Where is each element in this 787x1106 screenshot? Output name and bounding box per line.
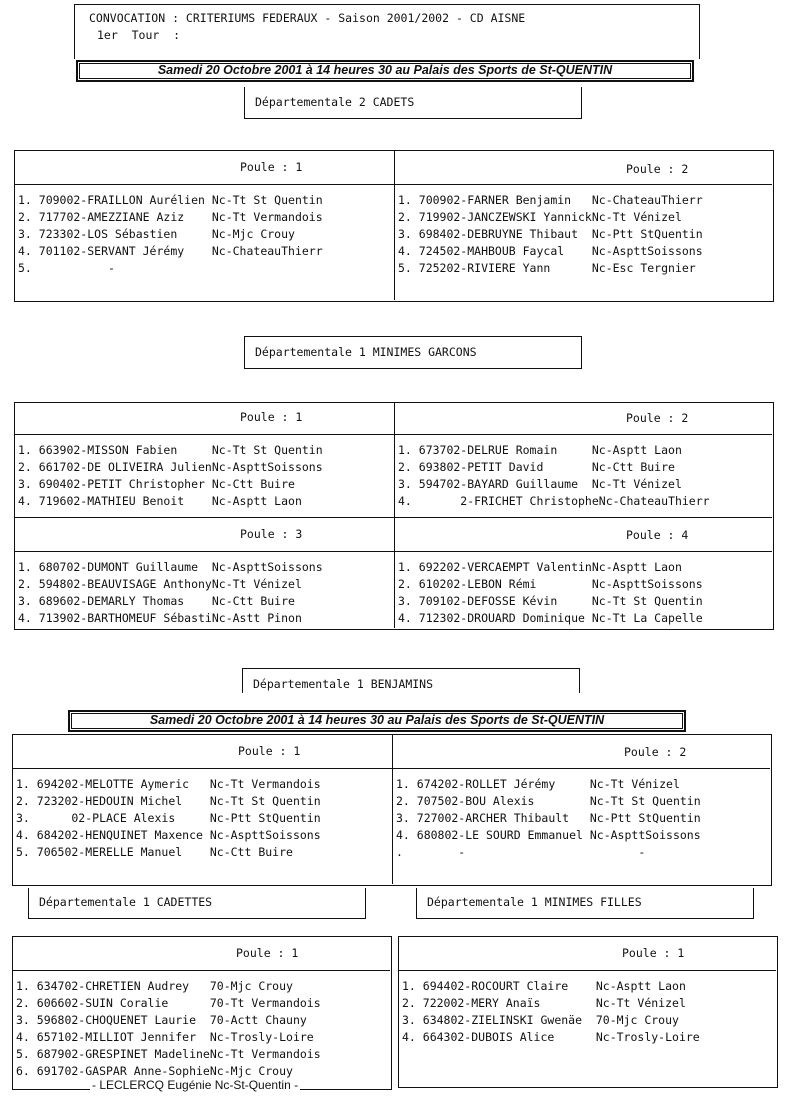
list-item: 1. 700902-FARNER Benjamin Nc-ChateauThierr xyxy=(398,193,703,207)
event-banner-bottom: Samedi 20 Octobre 2001 à 14 heures 30 au Palais des Sports de St-QUENTIN xyxy=(68,710,686,732)
minimes-filles-header-line xyxy=(398,970,776,971)
list-item: . - - xyxy=(396,845,646,859)
minimes-garcons-poule-1-list xyxy=(18,442,323,510)
poule-label: Poule : 3 xyxy=(240,527,303,541)
list-item: 3. 690402-PETIT Christopher Nc-Ctt Buire xyxy=(18,477,295,491)
poule-label: Poule : 1 xyxy=(238,744,301,758)
minimes-garcons-divider xyxy=(394,402,395,628)
list-item: 1. 673702-DELRUE Romain Nc-Asptt Laon xyxy=(398,443,682,457)
poule-label: Poule : 1 xyxy=(622,946,685,960)
poule-label: Poule : 2 xyxy=(626,162,689,176)
category-minimes-garcons-title: Départementale 1 MINIMES GARCONS xyxy=(244,336,582,369)
list-item: 4. 713902-BARTHOMEUF SébastiNc-Astt Pinon xyxy=(18,611,302,625)
list-item: 4. 701102-SERVANT Jérémy Nc-ChateauThierr xyxy=(18,244,323,258)
list-item: 2. 661702-DE OLIVEIRA JulienNc-AspttSoissons xyxy=(18,460,323,474)
minimes-garcons-poule-4-list xyxy=(398,559,703,627)
list-item: 4. 2-FRICHET ChristopheNc-ChateauThierr xyxy=(398,494,710,508)
list-item: 1. 663902-MISSON Fabien Nc-Tt St Quentin xyxy=(18,443,323,457)
list-item: 1. 694402-ROCOURT Claire Nc-Asptt Laon xyxy=(402,979,686,993)
list-item: 4. 719602-MATHIEU Benoit Nc-Asptt Laon xyxy=(18,494,302,508)
list-item: 1. 692202-VERCAEMPT ValentinNc-Asptt Laon xyxy=(398,560,682,574)
list-item: 2. 717702-AMEZZIANE Aziz Nc-Tt Vermandois xyxy=(18,210,323,224)
poule-label: Poule : 1 xyxy=(236,946,299,960)
list-item: 4. 664302-DUBOIS Alice Nc-Trosly-Loire xyxy=(402,1030,700,1044)
list-item: 5. 725202-RIVIERE Yann Nc-Esc Tergnier xyxy=(398,261,696,275)
list-item: 5. 687902-GRESPINET MadelineNc-Tt Vermandois xyxy=(16,1047,321,1061)
cadets-poule-1-list xyxy=(18,192,323,277)
list-item: 5. 706502-MERELLE Manuel Nc-Ctt Buire xyxy=(16,845,293,859)
list-item: 3. 689602-DEMARLY Thomas Nc-Ctt Buire xyxy=(18,594,295,608)
list-item: 1. 709002-FRAILLON Aurélien Nc-Tt St Quentin xyxy=(18,193,323,207)
list-item: 2. 594802-BEAUVISAGE AnthonyNc-Tt Vénizel xyxy=(18,577,302,591)
tour-label: 1er Tour : xyxy=(97,28,181,42)
list-item: 3. 02-PLACE Alexis Nc-Ptt StQuentin xyxy=(16,811,321,825)
handwritten-note: - LECLERCQ Eugénie Nc-St-Quentin - xyxy=(92,1078,299,1092)
poule-label: Poule : 1 xyxy=(240,160,303,174)
minimes-garcons-header-line-1 xyxy=(14,434,772,435)
list-item: 4. 724502-MAHBOUB Faycal Nc-AspttSoissons xyxy=(398,244,703,258)
list-item: 3. 723302-LOS Sébastien Nc-Mjc Crouy xyxy=(18,227,295,241)
poule-label: Poule : 2 xyxy=(626,411,689,425)
poule-label: Poule : 1 xyxy=(240,410,303,424)
list-item: 1. 674202-ROLLET Jérémy Nc-Tt Vénizel xyxy=(396,777,680,791)
list-item: 3. 698402-DEBRUYNE Thibaut Nc-Ptt StQuentin xyxy=(398,227,703,241)
minimes-garcons-poule-2-list xyxy=(398,442,710,510)
minimes-filles-poule-1-list xyxy=(402,978,700,1046)
cadets-header-line xyxy=(14,184,772,185)
poule-label: Poule : 2 xyxy=(624,745,687,759)
category-cadettes-title: Départementale 1 CADETTES xyxy=(28,888,366,919)
list-item: 2. 610202-LEBON Rémi Nc-AspttSoissons xyxy=(398,577,703,591)
category-benjamins-title: Départementale 1 BENJAMINS xyxy=(242,668,580,693)
list-item: 3. 594702-BAYARD Guillaume Nc-Tt Vénizel xyxy=(398,477,682,491)
poule-label: Poule : 4 xyxy=(626,528,689,542)
list-item: 1. 680702-DUMONT Guillaume Nc-AspttSoissons xyxy=(18,560,323,574)
minimes-garcons-header-line-2 xyxy=(14,551,772,552)
list-item: 6. 691702-GASPAR Anne-SophieNc-Mjc Crouy xyxy=(16,1064,293,1078)
convocation-title: CONVOCATION : CRITERIUMS FEDERAUX - Saison 2001/2002 - CD AISNE xyxy=(89,11,526,25)
cadets-divider xyxy=(394,150,395,300)
category-cadets-title: Départementale 2 CADETS xyxy=(244,87,582,119)
list-item: 4. 684202-HENQUINET Maxence Nc-AspttSoissons xyxy=(16,828,321,842)
list-item: 4. 657102-MILLIOT Jennifer Nc-Trosly-Loire xyxy=(16,1030,314,1044)
minimes-garcons-mid-line xyxy=(14,517,772,518)
list-item: 2. 693802-PETIT David Nc-Ctt Buire xyxy=(398,460,675,474)
list-item: 1. 634702-CHRETIEN Audrey 70-Mjc Crouy xyxy=(16,979,293,993)
category-minimes-filles-title: Départementale 1 MINIMES FILLES xyxy=(416,888,754,919)
benjamins-header-line xyxy=(12,768,770,769)
list-item: 2. 707502-BOU Alexis Nc-Tt St Quentin xyxy=(396,794,701,808)
event-banner-top: Samedi 20 Octobre 2001 à 14 heures 30 au Palais des Sports de St-QUENTIN xyxy=(76,60,694,82)
minimes-garcons-poule-3-list xyxy=(18,559,323,627)
list-item: 3. 709102-DEFOSSE Kévin Nc-Tt St Quentin xyxy=(398,594,703,608)
list-item: 3. 596802-CHOQUENET Laurie 70-Actt Chauny xyxy=(16,1013,307,1027)
cadettes-header-line xyxy=(12,970,390,971)
list-item: 2. 722002-MERY Anaïs Nc-Tt Vénizel xyxy=(402,996,686,1010)
list-item: 1. 694202-MELOTTE Aymeric Nc-Tt Vermandois xyxy=(16,777,321,791)
benjamins-poule-2-list xyxy=(396,776,701,861)
cadets-poule-2-list xyxy=(398,192,703,277)
list-item: 2. 606602-SUIN Coralie 70-Tt Vermandois xyxy=(16,996,321,1010)
list-item: 2. 723202-HEDOUIN Michel Nc-Tt St Quentin xyxy=(16,794,321,808)
list-item: 3. 727002-ARCHER Thibault Nc-Ptt StQuentin xyxy=(396,811,701,825)
benjamins-divider xyxy=(392,734,393,884)
convocation-header xyxy=(74,4,700,59)
cadettes-poule-1-list xyxy=(16,978,321,1080)
benjamins-poule-1-list xyxy=(16,776,321,861)
list-item: 2. 719902-JANCZEWSKI YannickNc-Tt Vénizel xyxy=(398,210,682,224)
list-item: 3. 634802-ZIELINSKI Gwenäe 70-Mjc Crouy xyxy=(402,1013,679,1027)
list-item: 4. 680802-LE SOURD Emmanuel Nc-AspttSoissons xyxy=(396,828,701,842)
list-item: 4. 712302-DROUARD Dominique Nc-Tt La Capelle xyxy=(398,611,703,625)
list-item: 5. - xyxy=(18,261,115,275)
